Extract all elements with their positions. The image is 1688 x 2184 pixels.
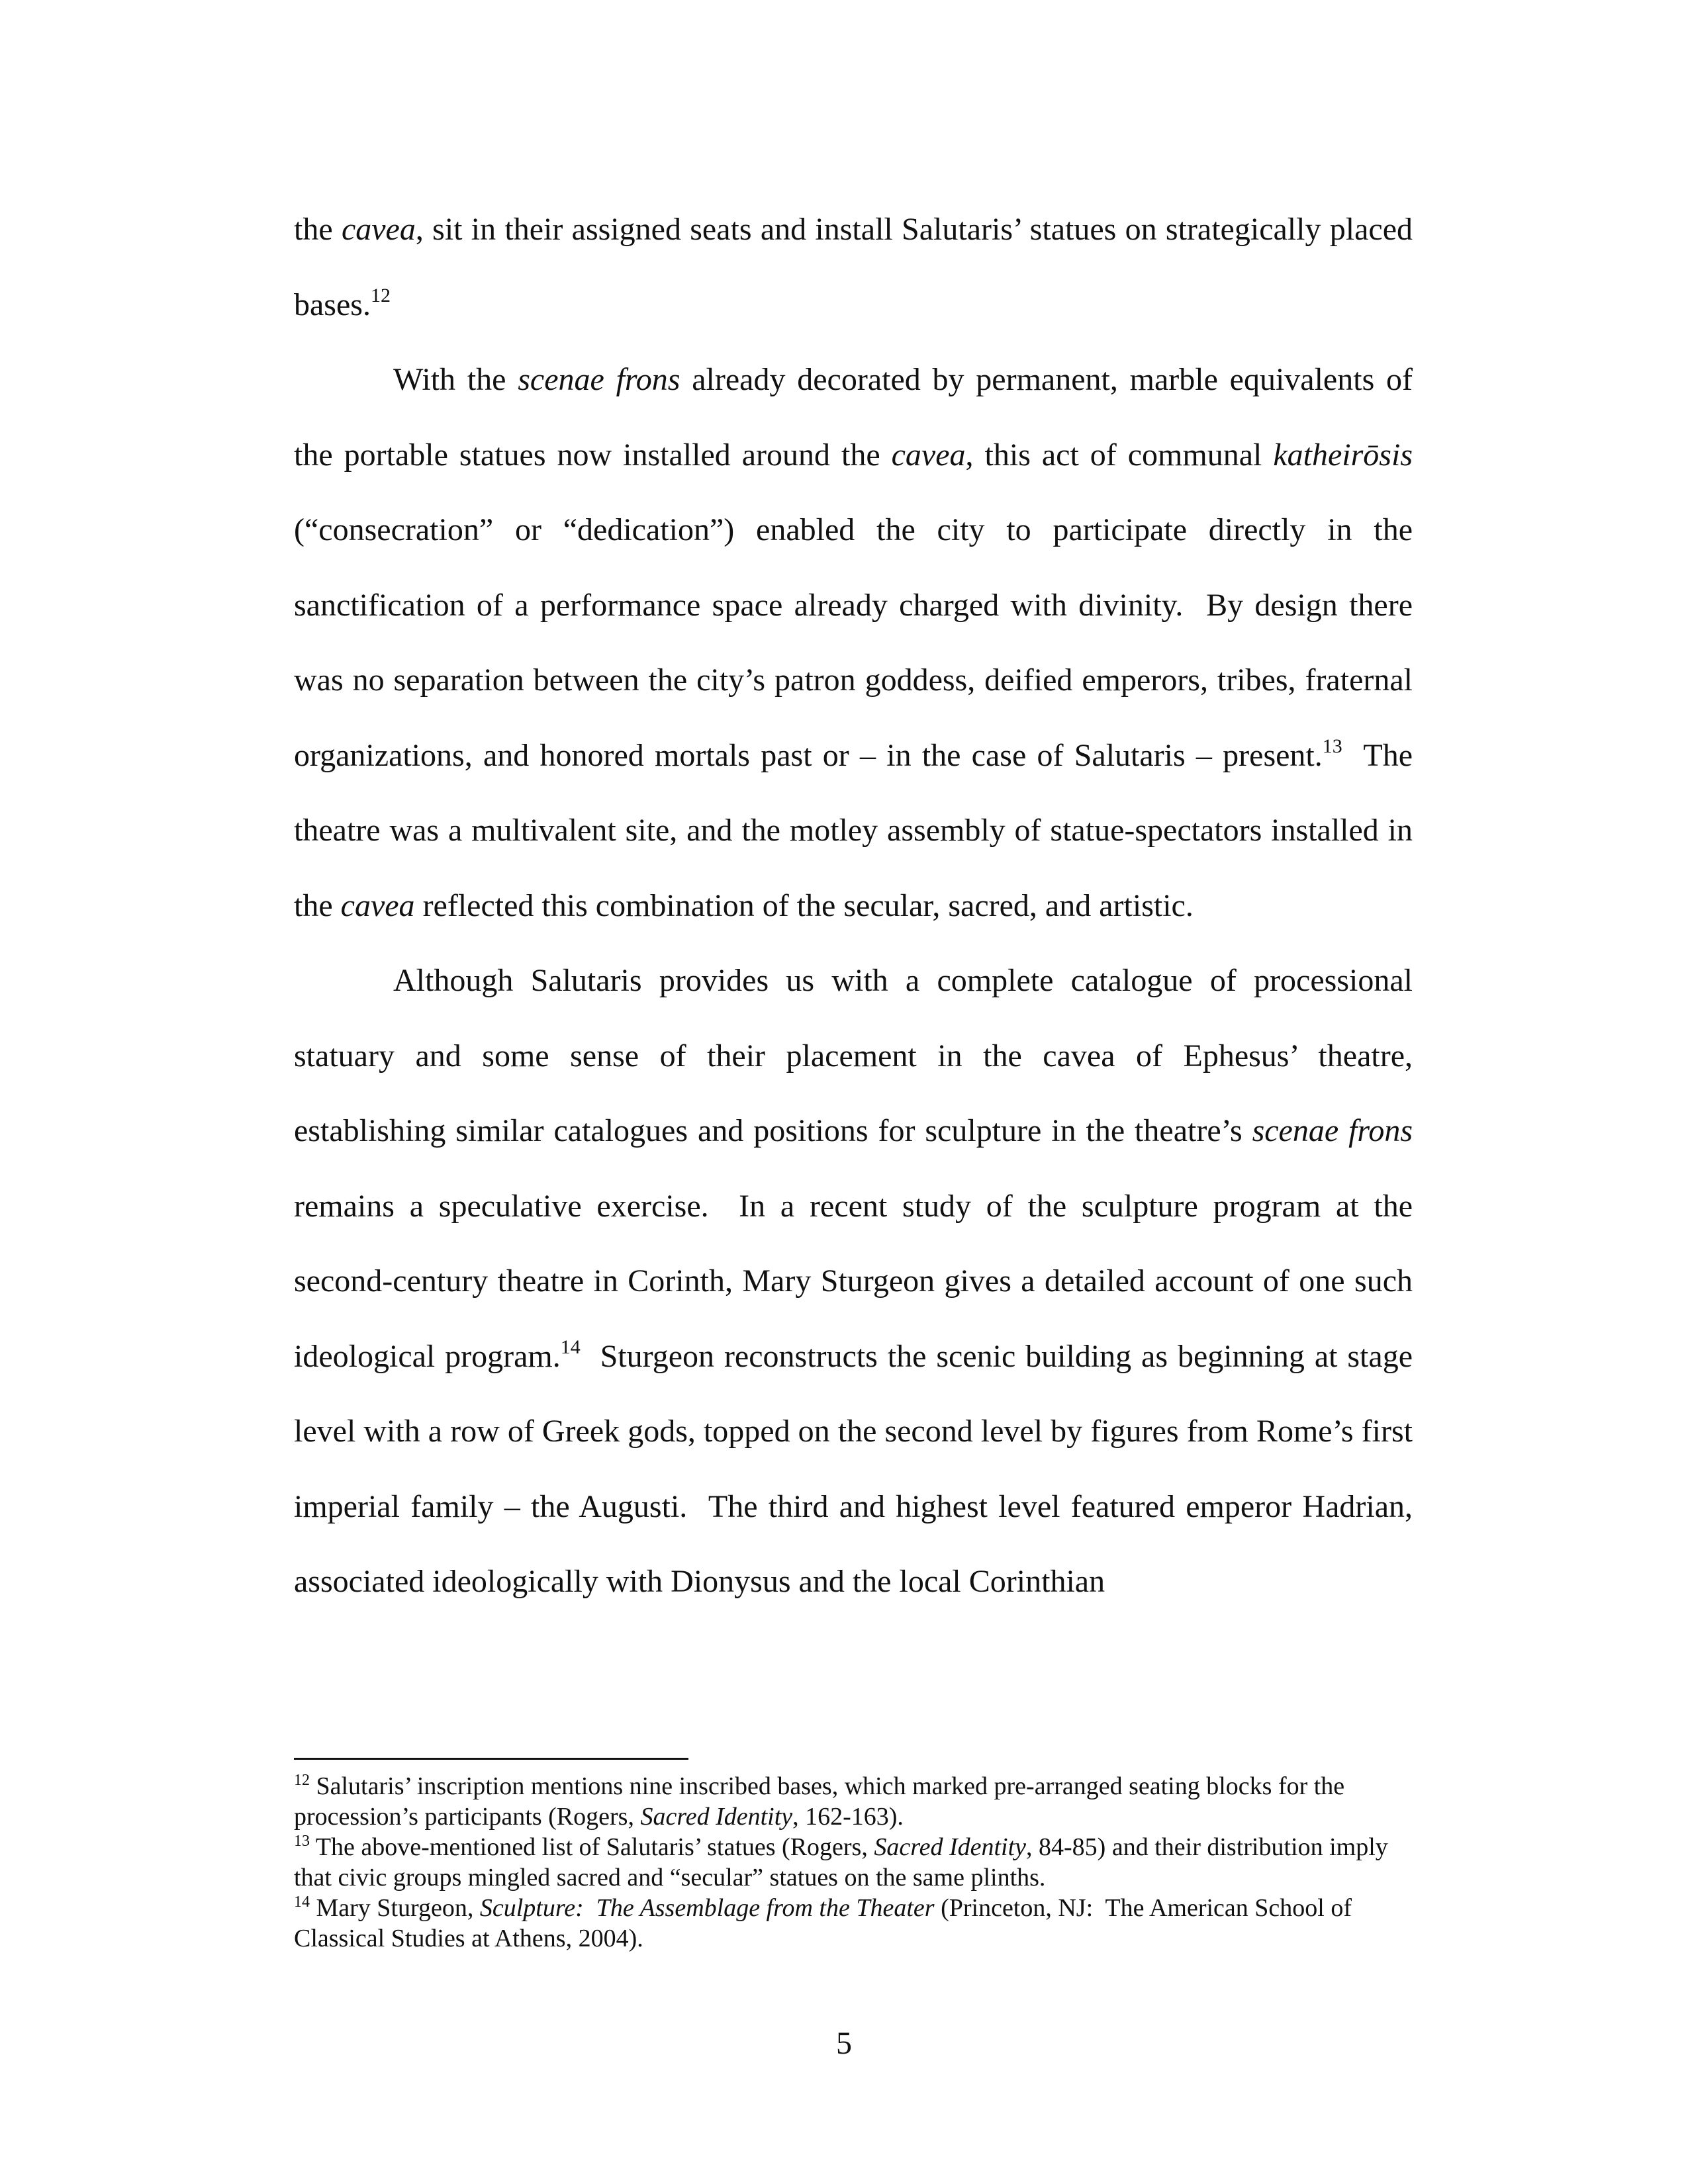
footnote-text: The above-mentioned list of Salutaris’ statues (Rogers, bbox=[310, 1833, 874, 1861]
footnote-marker: 13 bbox=[294, 1833, 310, 1850]
text-segment: remains a speculative exercise. In a recent study of the sculpture program at the second-century theatre in Corinth, Mary Sturgeon gives a detailed account of one such ideological program. bbox=[294, 1188, 1413, 1374]
page-number: 5 bbox=[836, 2026, 852, 2061]
text-segment: Although Salutaris provides us with a complete catalogue of processional statuary and some sense of their placement in the cavea of Ephesus’ theatre, establishing similar catalogues and positions for sculpture in the theatre’s bbox=[294, 963, 1413, 1148]
footnote-12 bbox=[294, 1771, 1413, 1832]
text-segment: , this act of communal bbox=[965, 437, 1274, 473]
body-text bbox=[294, 192, 1413, 1619]
footnote-13 bbox=[294, 1832, 1413, 1893]
footnote-title: Sacred Identity bbox=[874, 1833, 1027, 1861]
paragraph bbox=[294, 192, 1413, 342]
footnotes bbox=[294, 1771, 1413, 1954]
text-segment: The theatre was a multivalent site, and the motley assembly of statue-spectators installed in the bbox=[294, 737, 1413, 923]
footnote-title: Sculpture: The Assemblage from the Theater bbox=[479, 1894, 935, 1922]
text-segment: , sit in their assigned seats and install Salutaris’ statues on strategically placed bases. bbox=[294, 212, 1413, 322]
footnote-text: Mary Sturgeon, bbox=[310, 1894, 480, 1922]
text-segment: With the bbox=[393, 362, 518, 397]
footnote-text: (Princeton, NJ: The American School of Classical Studies at Athens, 2004). bbox=[294, 1894, 1352, 1952]
paragraph bbox=[294, 342, 1413, 943]
text-segment: Sturgeon reconstructs the scenic building as beginning at stage level with a row of Greek gods, topped on the second level by figures from Rome’s first imperial family – the Augusti. The third and highest level featured emperor Hadrian, associated ideologically with Dionysus and the local Corinthian bbox=[294, 1338, 1413, 1599]
footnote-ref-14[interactable]: 14 bbox=[560, 1336, 581, 1358]
text-segment: (“consecration” or “dedication”) enabled the city to participate directly in the sanctification of a performance space already charged with divinity. By design there was no separation between the city’s patron goddess, deified emperors, tribes, fraternal organizations, and honored mortals past or – in the case of Salutaris – present. bbox=[294, 512, 1413, 773]
footnote-text: Salutaris’ inscription mentions nine inscribed bases, which marked pre-arranged seating blocks for the procession’s participants (Rogers, bbox=[294, 1772, 1345, 1831]
text-segment: already decorated by permanent, marble equivalents of the portable statues now installed around the bbox=[294, 362, 1413, 473]
italic-term: cavea bbox=[341, 212, 416, 247]
italic-term: scenae frons bbox=[518, 362, 680, 397]
footnote-14 bbox=[294, 1893, 1413, 1954]
text-segment: the bbox=[294, 212, 342, 247]
text-segment: reflected this combination of the secular, sacred, and artistic. bbox=[414, 887, 1194, 923]
italic-term: scenae frons bbox=[1252, 1113, 1413, 1148]
footnote-ref-13[interactable]: 13 bbox=[1322, 735, 1342, 757]
footnote-text: , 162-163). bbox=[792, 1803, 904, 1831]
italic-term: cavea bbox=[340, 887, 415, 923]
footnote-marker: 12 bbox=[294, 1772, 310, 1789]
footnote-separator bbox=[294, 1758, 688, 1760]
italic-term: cavea bbox=[891, 437, 966, 473]
footnote-text: , 84-85) and their distribution imply that civic groups mingled sacred and “secular” statues on the same plinths. bbox=[294, 1833, 1388, 1891]
footnote-ref-12[interactable]: 12 bbox=[370, 284, 391, 306]
footnote-marker: 14 bbox=[294, 1893, 310, 1911]
italic-term: katheirōsis bbox=[1273, 437, 1413, 473]
paragraph bbox=[294, 943, 1413, 1619]
footnote-title: Sacred Identity bbox=[640, 1803, 793, 1831]
